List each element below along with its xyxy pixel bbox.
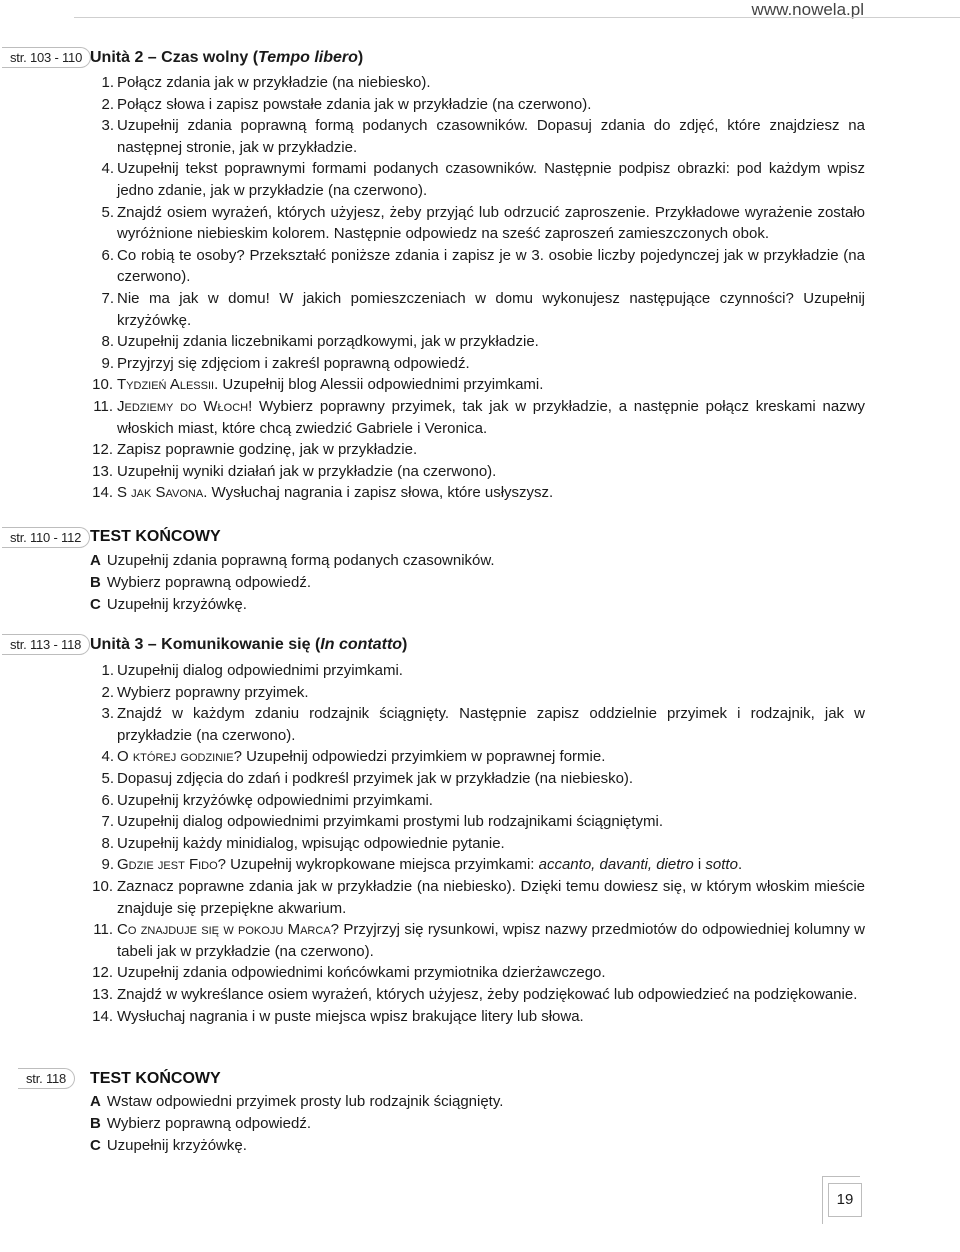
exercise-item — [90, 984, 865, 1006]
exercise-instruction: Co robią te osoby? Przekształć poniższe zdania i zapisz je w 3. osobie liczby pojedynczej jak w przykładzie (na czerwono). — [117, 246, 865, 286]
exercise-instruction: Znajdź osiem wyrażeń, których użyjesz, żeby przyjąć lub odrzucić zaproszenie. Przykładowe wyrażenie zostało wyróżnione niebieskim kolorem. Następnie odpowiedz na sześć zaproszeń zamieszczonych obok. — [117, 203, 865, 243]
exercise-instruction: Przyjrzyj się rysunkowi, wpisz nazwy przedmiotów do odpowiedniej kolumny w tabeli jak w przykładzie (na czerwono). — [117, 921, 865, 960]
exercise-instruction: Wybierz poprawny przyimek. — [117, 683, 309, 701]
exercise-heading: S jak Savona. — [117, 484, 208, 502]
exercise-number: 5. — [101, 769, 114, 787]
exercise-instruction: Uzupełnij dialog odpowiednimi przyimkami prostymi lub rodzajnikami ściągniętymi. — [117, 813, 664, 831]
exercise-heading: Co znajduje się w pokoju Marca? — [117, 921, 339, 939]
exercise-item — [90, 245, 865, 288]
exercise-instruction: Wysłuchaj nagrania i w puste miejsca wpisz brakujące litery lub słowa. — [117, 1007, 584, 1025]
unit3-title-italic: In contatto — [320, 636, 403, 653]
exercise-number: 2. — [101, 683, 114, 701]
exercise-number: 8. — [101, 333, 114, 351]
exercise-number: 8. — [101, 834, 114, 852]
exercise-text — [117, 811, 865, 833]
unit2-exercise-list — [90, 72, 865, 504]
exercise-instruction: Uzupełnij blog Alessii odpowiednimi przyimkami. — [218, 376, 544, 394]
exercise-text — [117, 962, 865, 984]
exercise-item — [90, 482, 865, 504]
exercise-number: 12. — [92, 964, 113, 982]
exercise-item — [90, 94, 865, 116]
exercise-number: 1. — [101, 662, 114, 679]
exercise-heading: O której godzinie? — [117, 748, 242, 766]
side-label-unit3: str. 113 - 118 — [2, 634, 90, 655]
exercise-number: 4. — [101, 748, 114, 766]
exercise-item — [90, 790, 865, 812]
unit3-title — [90, 636, 407, 654]
exercise-text — [117, 331, 865, 353]
top-rule — [74, 17, 960, 18]
exercise-text — [117, 396, 865, 439]
exercise-text — [117, 482, 865, 504]
exercise-item — [90, 1006, 865, 1028]
exercise-instruction: Uzupełnij krzyżówkę odpowiednimi przyimkami. — [117, 791, 433, 809]
exercise-text — [117, 353, 865, 375]
exercise-instruction: Uzupełnij zdania poprawną formą podanych czasowników. Dopasuj zdania do zdjęć, które znajdziesz na następnej stronie, jak w przykładzie. — [117, 117, 865, 156]
exercise-instruction: Połącz zdania jak w przykładzie (na niebiesko). — [117, 74, 431, 91]
exercise-item — [90, 461, 865, 483]
exercise-item — [90, 962, 865, 984]
exercise-item — [90, 202, 865, 245]
test-task — [90, 1113, 865, 1135]
test1-list — [90, 550, 865, 616]
unit2-title-prefix: Unità 2 – Czas wolny ( — [90, 49, 259, 66]
exercise-instruction: Znajdź w każdym zdaniu rodzajnik ściągnięty. Następnie zapisz oddzielnie przyimek i rodzajnik, jak w przykładzie (na czerwono). — [117, 705, 865, 744]
exercise-heading: Jedziemy do Włoch! — [117, 397, 253, 415]
side-label-test1: str. 110 - 112 — [2, 527, 90, 548]
exercise-number: 3. — [101, 705, 114, 723]
exercise-number: 9. — [101, 856, 114, 874]
exercise-instruction: Uzupełnij zdania liczebnikami porządkowymi, jak w przykładzie. — [117, 333, 539, 351]
test-task-text: Uzupełnij krzyżówkę. — [106, 596, 247, 613]
test2-list — [90, 1091, 865, 1157]
exercise-number: 6. — [101, 246, 114, 264]
exercise-item — [90, 919, 865, 962]
exercise-item — [90, 811, 865, 833]
exercise-item — [90, 158, 865, 201]
exercise-text — [117, 245, 865, 288]
exercise-number: 13. — [92, 985, 113, 1003]
exercise-text — [117, 1006, 865, 1028]
exercise-italic-words: accanto, davanti, dietro — [538, 856, 694, 874]
exercise-heading: Tydzień Alessii. — [117, 376, 219, 394]
exercise-text — [117, 461, 865, 483]
test-task-text: Wstaw odpowiedni przyimek prosty lub rodzajnik ściągnięty. — [106, 1093, 504, 1110]
exercise-number: 14. — [92, 484, 113, 502]
exercise-text — [117, 660, 865, 682]
test-task-letter: C — [90, 1137, 101, 1154]
exercise-text — [117, 854, 865, 876]
unit2-title — [90, 49, 363, 67]
test-task-letter: A — [90, 1093, 101, 1110]
test-task — [90, 594, 865, 616]
exercise-text — [117, 202, 865, 245]
exercise-instruction: Połącz słowa i zapisz powstałe zdania jak w przykładzie (na czerwono). — [117, 95, 592, 113]
exercise-instruction: Zaznacz poprawne zdania jak w przykładzie (na niebiesko). Dzięki temu dowiesz się, w którym włoskim mieście znajduje się przepiękne akwarium. — [117, 877, 865, 917]
exercise-text — [117, 703, 865, 746]
exercise-instruction: Przyjrzyj się zdjęciom i zakreśl poprawną odpowiedź. — [117, 354, 470, 372]
unit2-title-suffix: ) — [357, 49, 364, 66]
exercise-item — [90, 703, 865, 746]
exercise-number: 7. — [101, 289, 114, 307]
exercise-item — [90, 746, 865, 768]
exercise-number: 6. — [101, 791, 114, 809]
exercise-instruction: Dopasuj zdjęcia do zdań i podkreśl przyimek jak w przykładzie (na niebiesko). — [117, 769, 634, 787]
exercise-item — [90, 854, 865, 876]
exercise-item — [90, 833, 865, 855]
exercise-number: 2. — [101, 95, 114, 113]
unit3-title-suffix: ) — [402, 636, 408, 653]
test-task-letter: B — [90, 1115, 101, 1132]
exercise-number: 1. — [101, 74, 114, 91]
exercise-text — [117, 288, 865, 331]
exercise-instruction: Nie ma jak w domu! W jakich pomieszczeniach w domu wykonujesz następujące czynności? Uzupełnij krzyżówkę. — [117, 289, 865, 329]
exercise-end: . — [737, 856, 743, 874]
exercise-text — [117, 72, 865, 94]
test-task-text: Wybierz poprawną odpowiedź. — [106, 1115, 311, 1132]
exercise-item — [90, 288, 865, 331]
test-task-text: Uzupełnij krzyżówkę. — [106, 1137, 247, 1154]
test-task — [90, 572, 865, 594]
exercise-instruction: Uzupełnij wyniki działań jak w przykładzie (na czerwono). — [117, 462, 497, 480]
exercise-number: 12. — [92, 441, 113, 459]
test-task-letter: B — [90, 574, 101, 591]
exercise-item — [90, 115, 865, 158]
exercise-item — [90, 331, 865, 353]
side-label-test2: str. 118 — [18, 1068, 75, 1089]
exercise-instruction: Uzupełnij wykropkowane miejsca przyimkami: — [226, 856, 539, 874]
exercise-number: 4. — [101, 160, 114, 178]
page-number: 19 — [828, 1183, 862, 1217]
exercise-text — [117, 374, 865, 396]
page-number-frame-left — [822, 1176, 823, 1224]
exercise-text — [117, 833, 865, 855]
exercise-instruction: Wybierz poprawny przyimek, tak jak w przykładzie, a następnie połącz kreskami nazwy włoskich miast, które chcą zwiedzić Gabriele i Veronica. — [117, 397, 865, 437]
test-task-letter: C — [90, 596, 101, 613]
test-task-text: Wybierz poprawną odpowiedź. — [106, 574, 311, 591]
side-label-unit2: str. 103 - 110 — [2, 47, 91, 68]
exercise-instruction: Uzupełnij dialog odpowiednimi przyimkami. — [117, 662, 403, 679]
exercise-text — [117, 439, 865, 461]
exercise-item — [90, 876, 865, 919]
exercise-item — [90, 768, 865, 790]
unit3-title-prefix: Unità 3 – Komunikowanie się ( — [90, 636, 321, 653]
exercise-text — [117, 768, 865, 790]
exercise-text — [117, 115, 865, 158]
exercise-number: 11. — [93, 397, 113, 415]
exercise-number: 10. — [92, 376, 113, 394]
test2-title: TEST KOŃCOWY — [90, 1070, 221, 1087]
exercise-text — [117, 682, 865, 704]
exercise-instruction: Znajdź w wykreślance osiem wyrażeń, których użyjesz, żeby podziękować lub odpowiedzieć na podziękowanie. — [117, 985, 858, 1003]
test-task — [90, 550, 865, 572]
exercise-instruction: Uzupełnij każdy minidialog, wpisując odpowiednie pytanie. — [117, 834, 505, 852]
exercise-instruction: Wysłuchaj nagrania i zapisz słowa, które usłyszysz. — [207, 484, 554, 502]
unit3-exercise-list — [90, 660, 865, 1027]
exercise-text — [117, 790, 865, 812]
exercise-item — [90, 660, 865, 682]
test-task-letter: A — [90, 552, 101, 569]
test1-title: TEST KOŃCOWY — [90, 528, 221, 545]
exercise-number: 5. — [101, 203, 114, 221]
exercise-text — [117, 984, 865, 1006]
exercise-item — [90, 439, 865, 461]
exercise-heading: Gdzie jest Fido? — [117, 856, 227, 874]
exercise-item — [90, 682, 865, 704]
exercise-instruction: Zapisz poprawnie godzinę, jak w przykładzie. — [117, 441, 418, 459]
exercise-number: 7. — [101, 813, 114, 831]
page-number-frame-top — [822, 1176, 860, 1177]
exercise-instruction: Uzupełnij zdania odpowiednimi końcówkami przymiotnika dzierżawczego. — [117, 964, 606, 982]
exercise-text — [117, 158, 865, 201]
exercise-item — [90, 353, 865, 375]
exercise-italic-words: sotto — [705, 856, 738, 874]
exercise-instruction: Uzupełnij odpowiedzi przyimkiem w poprawnej formie. — [241, 748, 606, 766]
exercise-item — [90, 72, 865, 94]
exercise-number: 13. — [92, 462, 113, 480]
exercise-text — [117, 876, 865, 919]
test-task — [90, 1091, 865, 1113]
exercise-text — [117, 746, 865, 768]
site-url[interactable]: www.nowela.pl — [751, 0, 864, 19]
unit2-title-italic: Tempo libero — [258, 49, 358, 66]
exercise-number: 3. — [101, 117, 114, 135]
test-task — [90, 1135, 865, 1157]
exercise-instruction: Uzupełnij tekst poprawnymi formami podanych czasowników. Następnie podpisz obrazki: pod każdym wpisz jedno zdanie, jak w przykładzie (na czerwono). — [117, 160, 865, 199]
exercise-text — [117, 919, 865, 962]
exercise-item — [90, 374, 865, 396]
exercise-text — [117, 94, 865, 116]
exercise-number: 9. — [101, 354, 114, 372]
exercise-joiner: i — [693, 856, 706, 874]
exercise-number: 10. — [92, 877, 113, 895]
exercise-number: 14. — [92, 1007, 113, 1025]
exercise-number: 11. — [93, 921, 113, 939]
exercise-item — [90, 396, 865, 439]
test-task-text: Uzupełnij zdania poprawną formą podanych czasowników. — [106, 552, 495, 569]
